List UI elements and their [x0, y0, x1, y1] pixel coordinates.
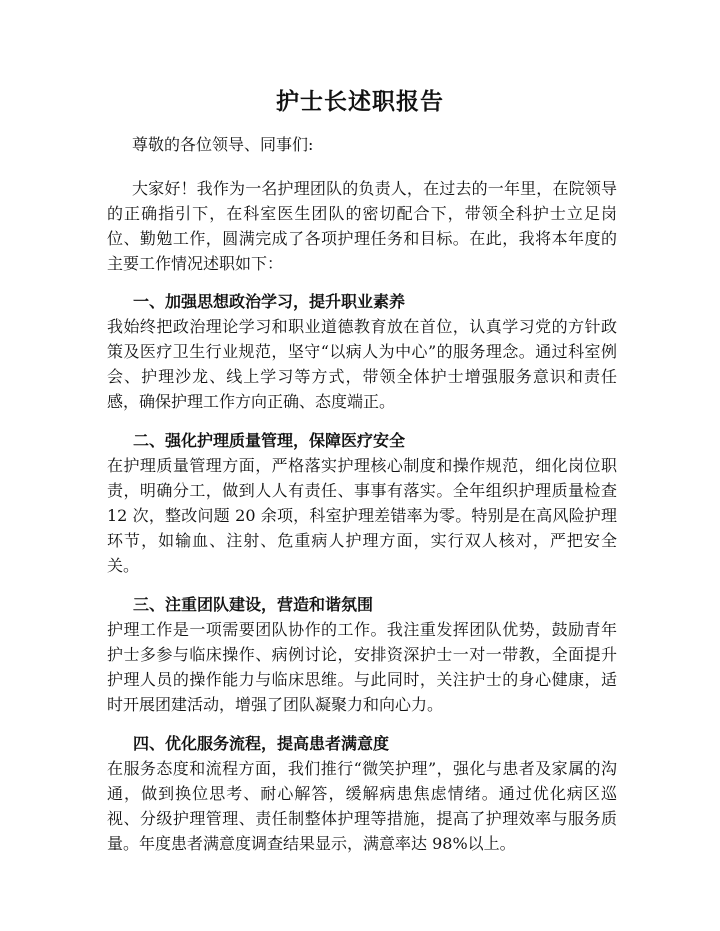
section-heading: 四、优化服务流程，提高患者满意度 — [133, 734, 390, 753]
section-heading: 三、注重团队建设，营造和谐氛围 — [133, 595, 374, 614]
section-heading: 一、加强思想政治学习，提升职业素养 — [133, 292, 406, 311]
document-title: 护士长述职报告 — [276, 88, 444, 115]
section-body: 在服务态度和流程方面，我们推行“微笑护理”，强化与患者及家属的沟通，做到换位思考、耐心解答，缓解病患焦虑情绪。通过优化病区巡视、分级护理管理、责任制整体护理等措施，提高了护理效率与服务质量。年度患者满意度调查结果显示，满意率达 98%以上。 — [107, 759, 617, 853]
section-4 — [107, 731, 617, 856]
section-body: 护理工作是一项需要团队协作的工作。我注重发挥团队优势，鼓励青年护士多参与临床操作、病例讨论，安排资深护士一对一带教，全面提升护理人员的操作能力与临床思维。与此同时，关注护士的身心健康，适时开展团建活动，增强了团队凝聚力和向心力。 — [107, 620, 617, 714]
intro-paragraph: 大家好！我作为一名护理团队的负责人，在过去的一年里，在院领导的正确指引下，在科室医生团队的密切配合下，带领全科护士立足岗位、勤勉工作，圆满完成了各项护理任务和目标。在此，我将本年度的主要工作情况述职如下： — [107, 179, 617, 273]
section-body: 在护理质量管理方面，严格落实护理核心制度和操作规范，细化岗位职责，明确分工，做到人人有责任、事事有落实。全年组织护理质量检查 12 次，整改问题 20 余项，科室护理差错率为零。特别是在高风险护理环节，如输血、注射、危重病人护理方面，实行双人核对，严把安全关。 — [107, 456, 617, 575]
section-3 — [107, 592, 617, 717]
section-heading: 二、强化护理质量管理，保障医疗安全 — [133, 431, 406, 450]
section-1 — [107, 289, 617, 414]
document-body — [107, 132, 617, 870]
greeting: 尊敬的各位领导、同事们: — [132, 135, 314, 154]
section-2 — [107, 428, 617, 578]
section-body: 我始终把政治理论学习和职业道德教育放在首位，认真学习党的方针政策及医疗卫生行业规范，坚守“以病人为中心”的服务理念。通过科室例会、护理沙龙、线上学习等方式，带领全体护士增强服务意识和责任感，确保护理工作方向正确、态度端正。 — [107, 317, 617, 411]
